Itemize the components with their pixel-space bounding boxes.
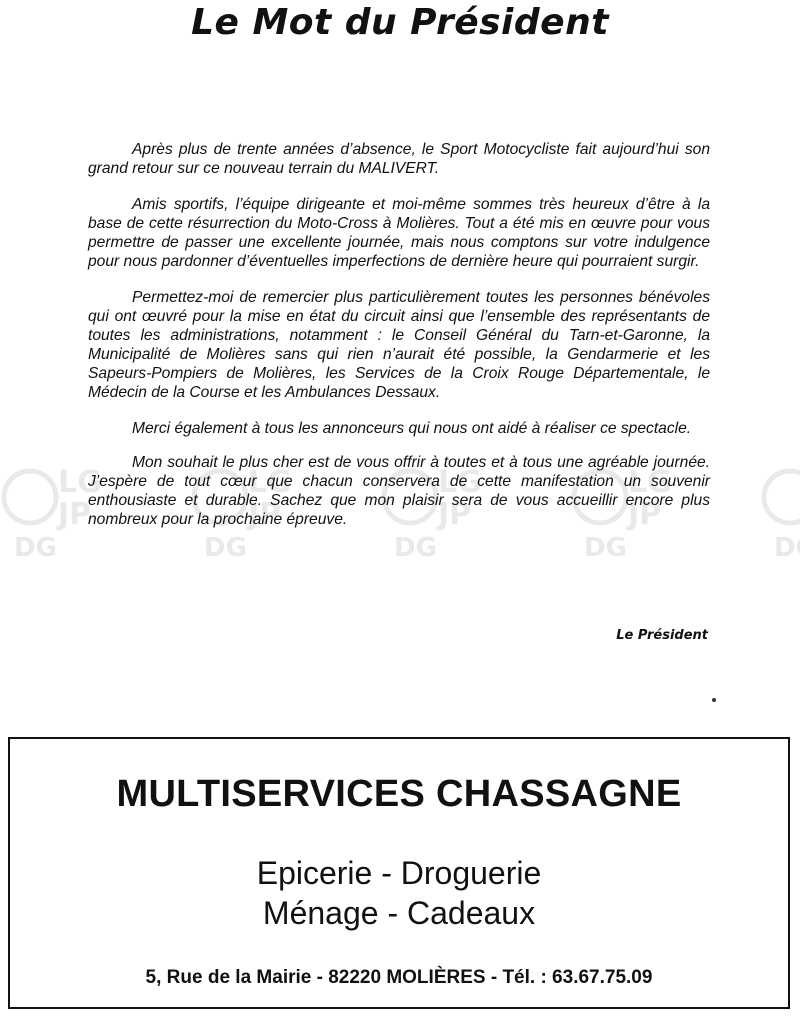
print-speck <box>712 698 716 702</box>
president-letter <box>88 140 710 546</box>
advertisement-box <box>8 737 790 1009</box>
letter-signature: Le Président <box>616 628 708 643</box>
ad-services-line-2: Ménage - Cadeaux <box>262 895 536 931</box>
letter-paragraph: Après plus de trente années d’absence, le Sport Motocycliste fait aujourd’hui son grand retour sur ce nouveau terrain du MALIVERT. <box>88 141 710 177</box>
letter-paragraph: Merci également à tous les annonceurs qui nous ont aidé à réaliser ce spectacle. <box>132 420 692 437</box>
letter-paragraph: Mon souhait le plus cher est de vous offrir à toutes et à tous une agréable journée. J’espère de tout cœur que chacun conservera de cette manifestation un souvenir enthousiaste et durable. Sachez que mon plaisir sera de vous accueillir encore plus nombreux pour la prochaine épreuve. <box>88 454 710 528</box>
letter-paragraph: Amis sportifs, l’équipe dirigeante et moi-même sommes très heureux d’être à la base de cette résurrection du Moto-Cross à Molières. Tout a été mis en œuvre pour vous permettre de passer une excellente journée, mais nous comptons sur votre indulgence pour nous pardonner d’éventuelles imperfections de dernière heure qui pourraient surgir. <box>88 196 710 270</box>
svg-text:LG: LG <box>58 465 102 500</box>
letter-paragraph: Permettez-moi de remercier plus particulièrement toutes les personnes bénévoles qui ont œuvré pour la mise en état du circuit ainsi que l’ensemble des représentants de toutes les administrations, notamment : le Conseil Général du Tarn-et-Garonne, la Municipalité de Molières sans qui rien n’aurait été possible, la Gendarmerie et les Sapeurs-Pompiers de Molières, les Services de la Croix Rouge Départementale, le Médecin de la Course et les Ambulances Dessaux. <box>88 289 710 401</box>
svg-text:JP: JP <box>58 497 92 532</box>
advertiser-name: MULTISERVICES CHASSAGNE <box>116 773 682 815</box>
page-title: Le Mot du Président <box>191 2 609 43</box>
svg-text:DG: DG <box>14 533 57 562</box>
ad-services-line-1: Epicerie - Droguerie <box>256 855 542 891</box>
ad-address: 5, Rue de la Mairie - 82220 MOLIÈRES - Tél. : 63.67.75.09 <box>145 967 653 988</box>
